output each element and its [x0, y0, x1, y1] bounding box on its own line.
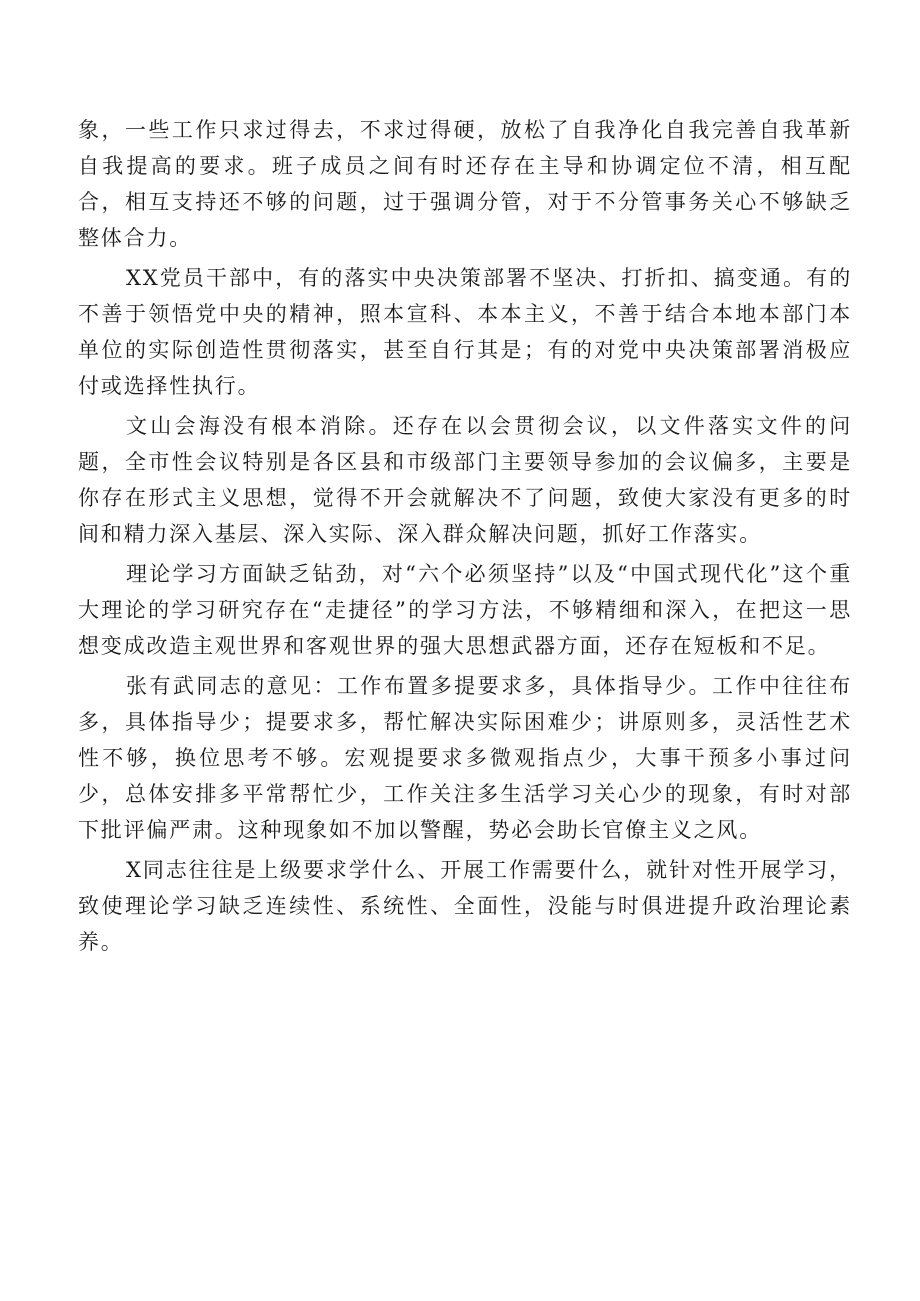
paragraph-3: 文山会海没有根本消除。还存在以会贯彻会议，以文件落实文件的问题，全市性会议特别是各区县和市级部门主要领导参加的会议偏多，主要是你存在形式主义思想，觉得不开会就解决不了问题，致使大家没有更多的时间和精力深入基层、深入实际、深入群众解决问题，抓好工作落实。	[78, 414, 852, 546]
paragraph-4: 理论学习方面缺乏钻劲，对“六个必须坚持”以及“中国式现代化”这个重大理论的学习研究存在“走捷径”的学习方法，不够精细和深入，在把这一思想变成改造主观世界和客观世界的强大思想武器方面，还存在短板和不足。	[78, 562, 852, 658]
paragraph-1: 象，一些工作只求过得去，不求过得硬，放松了自我净化自我完善自我革新自我提高的要求。班子成员之间有时还存在主导和协调定位不清，相互配合，相互支持还不够的问题，过于强调分管，对于不分管事务关心不够缺乏整体合力。	[78, 118, 852, 250]
paragraph-6: X同志往往是上级要求学什么、开展工作需要什么，就针对性开展学习，致使理论学习缺乏连续性、系统性、全面性，没能与时俱进提升政治理论素养。	[78, 858, 852, 954]
document-body	[78, 112, 852, 964]
paragraph-2: XX党员干部中，有的落实中央决策部署不坚决、打折扣、搞变通。有的不善于领悟党中央的精神，照本宣科、本本主义，不善于结合本地本部门本单位的实际创造性贯彻落实，甚至自行其是；有的对党中央决策部署消极应付或选择性执行。	[78, 266, 852, 398]
paragraph-5: 张有武同志的意见：工作布置多提要求多，具体指导少。工作中往往布多，具体指导少；提要求多，帮忙解决实际困难少；讲原则多，灵活性艺术性不够，换位思考不够。宏观提要求多微观指点少，大事干预多小事过问少，总体安排多平常帮忙少，工作关注多生活学习关心少的现象，有时对部下批评偏严肃。这种现象如不加以警醒，势必会助长官僚主义之风。	[78, 674, 852, 842]
